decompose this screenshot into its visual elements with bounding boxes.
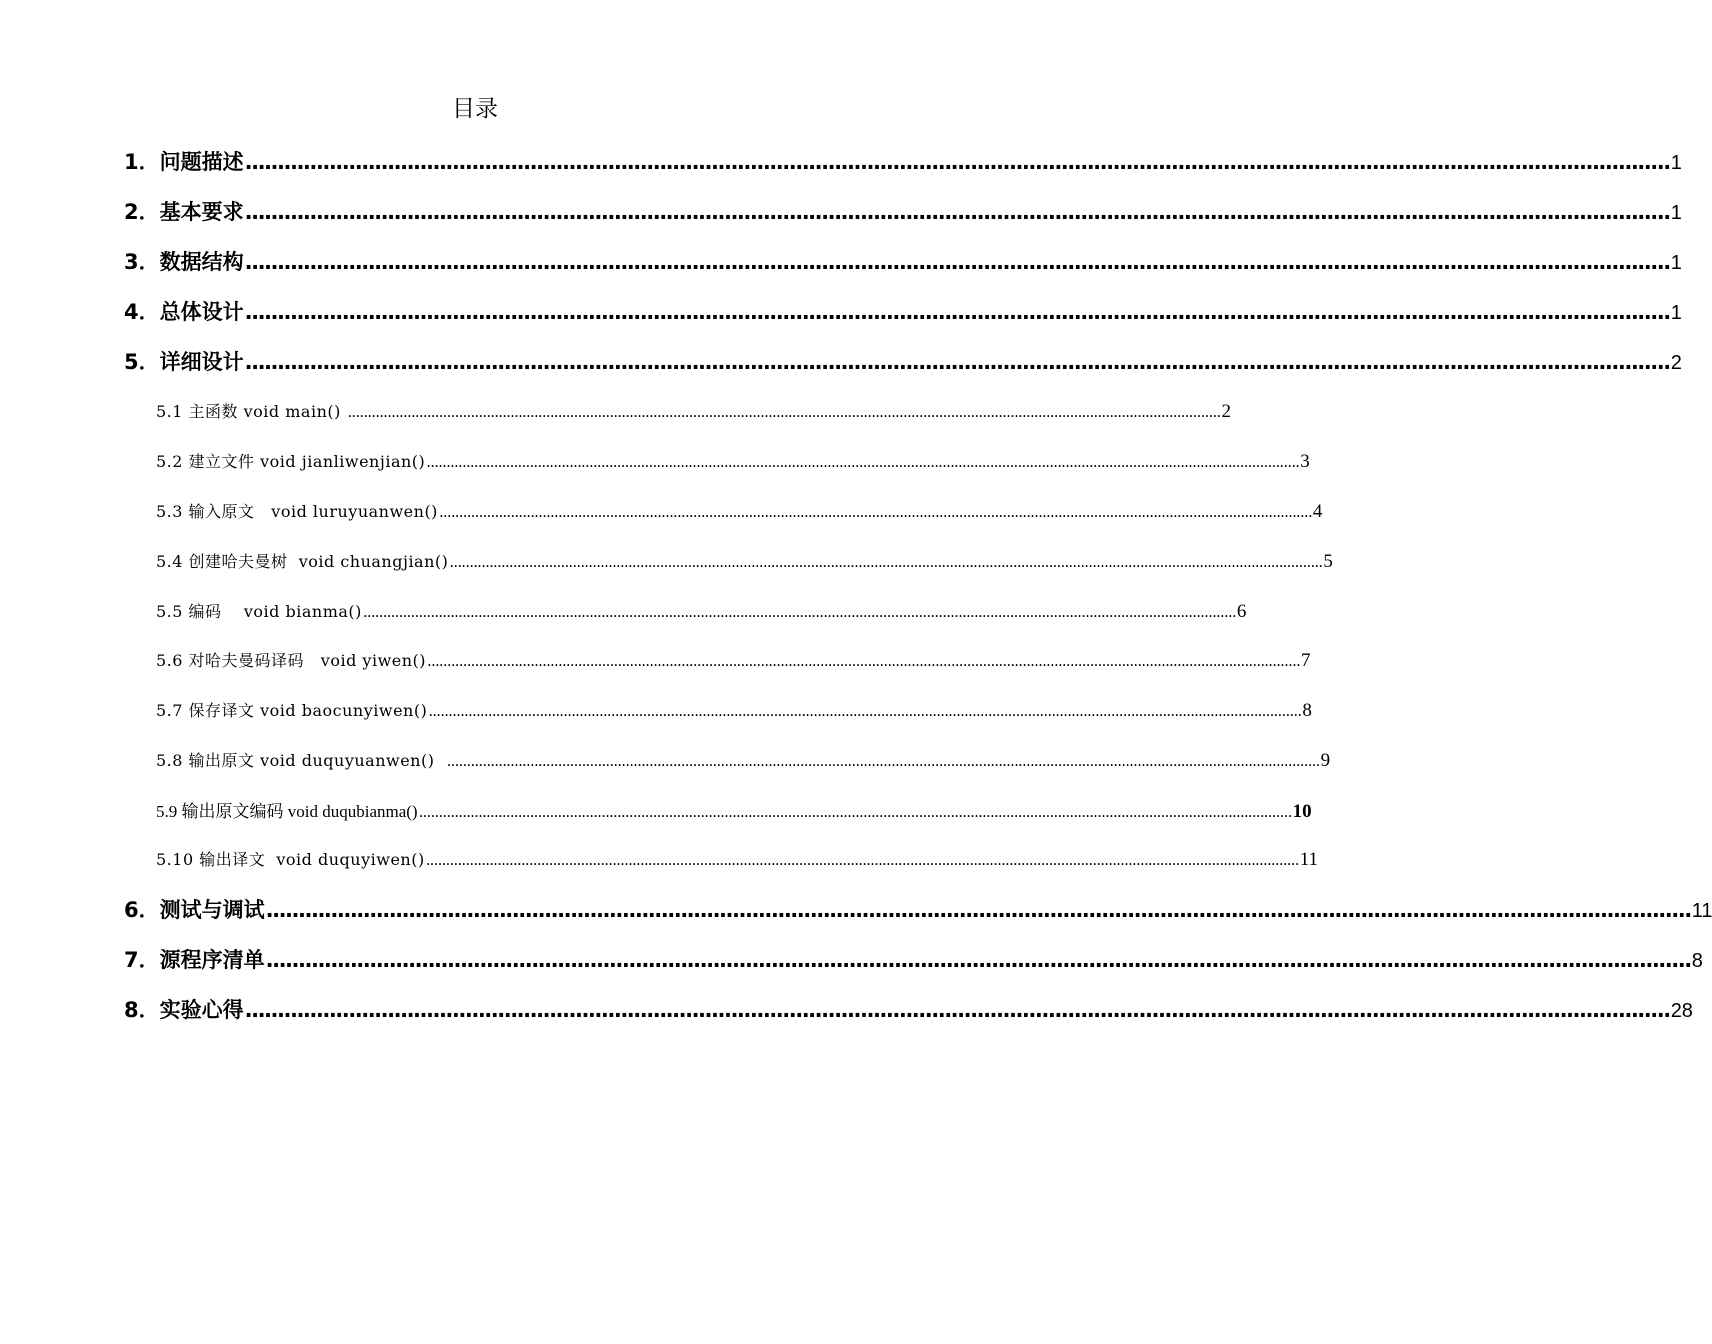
dot-leader: ............................................................................................................................................................................................................................ xyxy=(362,603,1236,621)
toc-entry-page: 1 xyxy=(1670,202,1682,224)
toc-entry-label: 8．实验心得 xyxy=(124,998,244,1022)
dot-leader: ............................................................................................................................................................................................................................ xyxy=(244,150,1670,174)
toc-entry-label: 5.3 输入原文 void luruyuanwen() xyxy=(156,502,438,521)
toc-entry-5-5 xyxy=(156,599,1247,625)
toc-entry-page: 2 xyxy=(1221,401,1231,422)
toc-entry-label: 1．问题描述 xyxy=(124,150,244,174)
toc-title: 目录 xyxy=(452,96,498,122)
dot-leader: ............................................................................................................................................................................................................................ xyxy=(265,948,1691,972)
toc-entry-5-2 xyxy=(156,449,1310,475)
dot-leader: ............................................................................................................................................................................................................................ xyxy=(428,702,1302,720)
toc-entry-label: 6．测试与调试 xyxy=(124,898,265,922)
toc-entry-page: 10 xyxy=(1292,801,1312,822)
toc-entry-page: 6 xyxy=(1236,601,1247,622)
toc-entry-label: 5.5 编码 void bianma() xyxy=(156,602,362,621)
dot-leader: ............................................................................................................................................................................................................................ xyxy=(244,300,1670,324)
dot-leader: ............................................................................................................................................................................................................................ xyxy=(244,350,1670,374)
toc-entry-page: 3 xyxy=(1300,451,1310,472)
toc-entry-1 xyxy=(124,146,1682,176)
toc-entry-label: 5.4 创建哈夫曼树 void chuangjian() xyxy=(156,552,449,571)
toc-entry-page: 28 xyxy=(1670,1000,1693,1022)
dot-leader: ............................................................................................................................................................................................................................ xyxy=(265,898,1691,922)
dot-leader: ............................................................................................................................................................................................................................ xyxy=(347,403,1221,421)
dot-leader: ............................................................................................................................................................................................................................ xyxy=(426,453,1300,471)
dot-leader: ............................................................................................................................................................................................................................ xyxy=(449,553,1323,571)
toc-entry-label: 3．数据结构 xyxy=(124,250,244,274)
dot-leader: ............................................................................................................................................................................................................................ xyxy=(418,803,1292,821)
toc-entry-page: 1 xyxy=(1670,252,1682,274)
dot-leader: ............................................................................................................................................................................................................................ xyxy=(244,998,1670,1022)
dot-leader: ............................................................................................................................................................................................................................ xyxy=(244,200,1670,224)
toc-entry-label: 5．详细设计 xyxy=(124,350,244,374)
dot-leader: ............................................................................................................................................................................................................................ xyxy=(425,851,1299,869)
toc-entry-3 xyxy=(124,246,1682,276)
dot-leader: ............................................................................................................................................................................................................................ xyxy=(244,250,1670,274)
toc-entry-label: 5.7 保存译文 void baocunyiwen() xyxy=(156,701,428,720)
toc-entry-page: 2 xyxy=(1670,352,1682,374)
toc-entry-7 xyxy=(124,944,1703,974)
toc-entry-5-4 xyxy=(156,549,1333,575)
toc-entry-page: 1 xyxy=(1670,152,1682,174)
toc-entry-page: 4 xyxy=(1312,501,1323,522)
toc-entry-4 xyxy=(124,296,1682,326)
toc-entry-2 xyxy=(124,196,1682,226)
toc-entry-5-3 xyxy=(156,499,1323,525)
toc-entry-label: 4．总体设计 xyxy=(124,300,244,324)
toc-entry-5-7 xyxy=(156,698,1312,724)
toc-entry-label: 2．基本要求 xyxy=(124,200,244,224)
toc-entry-page: 5 xyxy=(1323,551,1333,572)
toc-entry-5-10 xyxy=(156,847,1318,873)
toc-entry-page: 8 xyxy=(1691,950,1703,972)
toc-entry-8 xyxy=(124,994,1693,1024)
toc-entry-5-6 xyxy=(156,648,1311,674)
toc-entry-label: 5.1 主函数 void main() xyxy=(156,402,347,421)
toc-entry-5-9 xyxy=(156,797,1312,823)
toc-entry-5-1 xyxy=(156,399,1231,425)
toc-entry-page: 8 xyxy=(1302,700,1312,721)
toc-entry-label: 7．源程序清单 xyxy=(124,948,265,972)
toc-entry-label: 5.6 对哈夫曼码译码 void yiwen() xyxy=(156,651,427,670)
dot-leader: ............................................................................................................................................................................................................................ xyxy=(427,652,1301,670)
toc-entry-6 xyxy=(124,894,1712,924)
toc-entry-5 xyxy=(124,346,1682,376)
toc-entry-page: 11 xyxy=(1691,900,1712,922)
toc-entry-page: 7 xyxy=(1301,650,1311,671)
dot-leader: ............................................................................................................................................................................................................................ xyxy=(438,503,1312,521)
toc-entry-page: 9 xyxy=(1320,750,1331,771)
toc-entry-label: 5.10 输出译文 void duquyiwen() xyxy=(156,850,425,869)
toc-entry-page: 1 xyxy=(1670,302,1682,324)
toc-entry-label: 5.9 输出原文编码 void duqubianma() xyxy=(156,802,418,821)
dot-leader: ............................................................................................................................................................................................................................ xyxy=(446,752,1320,770)
toc-entry-page: 11 xyxy=(1299,849,1318,870)
toc-entry-5-8 xyxy=(156,748,1331,774)
toc-entry-label: 5.8 输出原文 void duquyuanwen() xyxy=(156,751,446,770)
toc-entry-label: 5.2 建立文件 void jianliwenjian() xyxy=(156,452,426,471)
